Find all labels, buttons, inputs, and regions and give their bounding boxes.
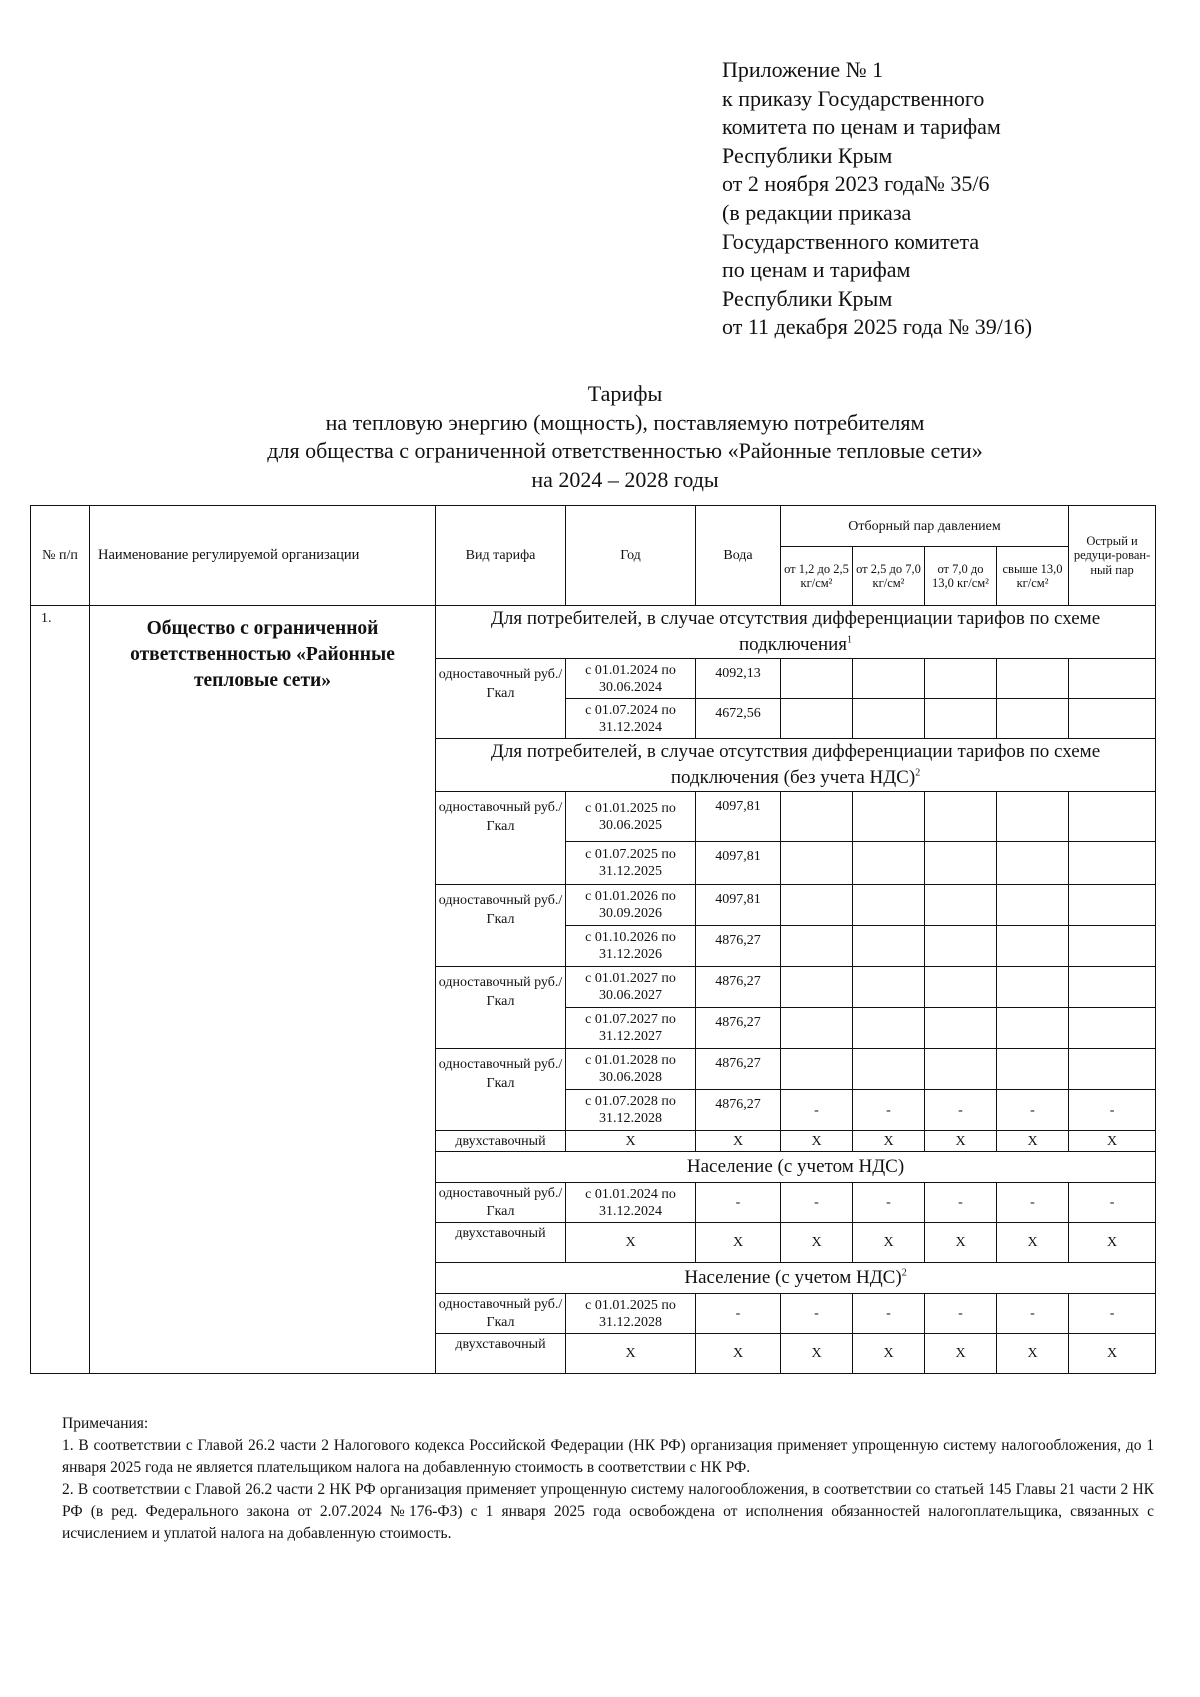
x-cell: Х — [566, 1223, 696, 1263]
dash-cell: - — [997, 1294, 1069, 1334]
water-value: 4876,27 — [696, 967, 781, 1008]
dash-cell: - — [853, 1294, 925, 1334]
dash-cell: - — [853, 1090, 925, 1131]
x-cell: Х — [781, 1223, 853, 1263]
appendix-line: Республики Крым — [722, 285, 893, 311]
dash-cell: - — [925, 1183, 997, 1223]
tariff-type: одноставочный руб./Гкал — [436, 1294, 566, 1334]
appendix-line: к приказу Государственного — [722, 85, 985, 111]
header-pressure-3: от 7,0 до 13,0 кг/см² — [925, 547, 997, 606]
period: с 01.07.2027 по 31.12.2027 — [566, 1008, 696, 1049]
x-cell: Х — [696, 1131, 781, 1152]
water-value: 4097,81 — [696, 792, 781, 842]
x-cell: Х — [925, 1334, 997, 1374]
x-cell: Х — [925, 1131, 997, 1152]
dash-cell: - — [781, 1090, 853, 1131]
header-year: Год — [566, 506, 696, 606]
tariff-type: одноставочный руб./Гкал — [436, 1049, 566, 1131]
x-cell: Х — [853, 1223, 925, 1263]
note-2: 2. В соответствии с Главой 26.2 части 2 НК РФ организация применяет упрощенную систему налогообложения, в соответствии со статьей 145 Главы 21 части 2 НК РФ (в ред. Федерального закона от 2.07.2024 №176-ФЗ) с 1 января 2025 года освобождена от исполнения обязанностей налогоплательщика, связанных с исчислением и уплатой налога на добавленную стоимость. — [62, 1481, 1154, 1542]
water-value: 4092,13 — [696, 659, 781, 699]
row-number: 1. — [31, 606, 90, 1374]
period: с 01.01.2026 по 30.09.2026 — [566, 885, 696, 926]
appendix-line: Государственного комитета — [722, 228, 980, 254]
title-line: для общества с ограниченной ответственностью «Районные тепловые сети» — [267, 438, 983, 463]
header-row — [31, 506, 1156, 547]
title-line: Тарифы — [587, 381, 663, 406]
title-line: на тепловую энергию (мощность), поставляемую потребителям — [325, 409, 925, 435]
dash-cell: - — [997, 1090, 1069, 1131]
water-value: 4097,81 — [696, 842, 781, 885]
x-cell: Х — [696, 1334, 781, 1374]
header-sharp-steam: Острый и редуци-рован-ный пар — [1069, 506, 1156, 606]
header-org: Наименование регулируемой организации — [90, 506, 436, 606]
section-heading: Для потребителей, в случае отсутствия дифференциации тарифов по схеме подключения (без учета НДС)$^2$ — [436, 739, 1156, 792]
tariff-type: одноставочный руб./Гкал — [436, 792, 566, 885]
org-name: Общество с ограниченной ответственностью «Районные тепловые сети» — [90, 606, 436, 1374]
dash-cell: - — [925, 1294, 997, 1334]
header-pressure-2: от 2,5 до 7,0 кг/см² — [853, 547, 925, 606]
tariffs-table — [30, 505, 1156, 1374]
period: с 01.01.2024 по 30.06.2024 — [566, 659, 696, 699]
table-row — [31, 606, 1156, 659]
water-value: 4876,27 — [696, 926, 781, 967]
x-cell: Х — [997, 1131, 1069, 1152]
appendix-line: (в редакции приказа — [722, 199, 912, 225]
dash-cell: - — [696, 1183, 781, 1223]
period: с 01.01.2028 по 30.06.2028 — [566, 1049, 696, 1090]
notes-heading: Примечания: — [62, 1415, 149, 1432]
period: с 01.07.2024 по 31.12.2024 — [566, 699, 696, 739]
tariff-type: двухставочный — [436, 1131, 566, 1152]
tariff-type: двухставочный — [436, 1223, 566, 1263]
footnote-marker: 2 — [901, 1267, 907, 1279]
header-water: Вода — [696, 506, 781, 606]
dash-cell: - — [696, 1294, 781, 1334]
appendix-line: комитета по ценам и тарифам — [722, 114, 1001, 140]
tariff-type: одноставочный руб./Гкал — [436, 1183, 566, 1223]
dash-cell: - — [1069, 1294, 1156, 1334]
water-value: 4876,27 — [696, 1049, 781, 1090]
appendix-block — [722, 56, 1032, 342]
header-pressure-1: от 1,2 до 2,5 кг/см² — [781, 547, 853, 606]
dash-cell: - — [925, 1090, 997, 1131]
water-value: 4672,56 — [696, 699, 781, 739]
appendix-line: Приложение № 1 — [722, 57, 884, 82]
period: с 01.07.2025 по 31.12.2025 — [566, 842, 696, 885]
x-cell: Х — [566, 1131, 696, 1152]
appendix-line: от 11 декабря 2025 года № 39/16) — [722, 314, 1033, 340]
notes-block — [62, 1413, 1154, 1545]
x-cell: Х — [781, 1131, 853, 1152]
dash-cell: - — [1069, 1183, 1156, 1223]
appendix-line: от 2 ноября 2023 года№ 35/6 — [722, 171, 990, 197]
x-cell: Х — [1069, 1131, 1156, 1152]
x-cell: Х — [696, 1223, 781, 1263]
section-heading: Для потребителей, в случае отсутствия дифференциации тарифов по схеме подключения$^1$ — [436, 606, 1156, 659]
note-1: 1. В соответствии с Главой 26.2 части 2 Налогового кодекса Российской Федерации (НК РФ) организация применяет упрощенную систему налогообложения, до 1 января 2025 года не является плательщиком налога на добавленную стоимость в соответствии с НК РФ. — [62, 1437, 1154, 1476]
x-cell: Х — [781, 1334, 853, 1374]
x-cell: Х — [997, 1334, 1069, 1374]
tariff-type: одноставочный руб./Гкал — [436, 659, 566, 739]
period: с 01.10.2026 по 31.12.2026 — [566, 926, 696, 967]
x-cell: Х — [997, 1223, 1069, 1263]
x-cell: Х — [1069, 1334, 1156, 1374]
tariff-type: двухставочный — [436, 1334, 566, 1374]
x-cell: Х — [853, 1334, 925, 1374]
dash-cell: - — [781, 1294, 853, 1334]
period: с 01.01.2027 по 30.06.2027 — [566, 967, 696, 1008]
footnote-marker: 1 — [847, 634, 853, 646]
x-cell: Х — [1069, 1223, 1156, 1263]
tariff-type: одноставочный руб./Гкал — [436, 885, 566, 967]
header-steam-group: Отборный пар давлением — [781, 506, 1069, 547]
document-title — [90, 380, 1160, 494]
appendix-line: по ценам и тарифам — [722, 257, 911, 283]
x-cell: Х — [566, 1334, 696, 1374]
header-pressure-4: свыше 13,0 кг/см² — [997, 547, 1069, 606]
section-heading: Население (с учетом НДС)$^2$ — [436, 1263, 1156, 1294]
tariff-type: одноставочный руб./Гкал — [436, 967, 566, 1049]
header-num: № п/п — [31, 506, 90, 606]
section-heading: Население (с учетом НДС) — [436, 1152, 1156, 1183]
x-cell: Х — [853, 1131, 925, 1152]
title-line: на 2024 – 2028 годы — [531, 466, 719, 492]
period: с 01.01.2024 по 31.12.2024 — [566, 1183, 696, 1223]
period: с 01.07.2028 по 31.12.2028 — [566, 1090, 696, 1131]
water-value: 4097,81 — [696, 885, 781, 926]
x-cell: Х — [925, 1223, 997, 1263]
appendix-line: Республики Крым — [722, 142, 893, 168]
period: с 01.01.2025 по 30.06.2025 — [566, 792, 696, 842]
footnote-marker: 2 — [915, 767, 921, 779]
dash-cell: - — [853, 1183, 925, 1223]
period: с 01.01.2025 по 31.12.2028 — [566, 1294, 696, 1334]
header-tariff-type: Вид тарифа — [436, 506, 566, 606]
water-value: 4876,27 — [696, 1008, 781, 1049]
dash-cell: - — [781, 1183, 853, 1223]
water-value: 4876,27 — [696, 1090, 781, 1131]
dash-cell: - — [997, 1183, 1069, 1223]
dash-cell: - — [1069, 1090, 1156, 1131]
